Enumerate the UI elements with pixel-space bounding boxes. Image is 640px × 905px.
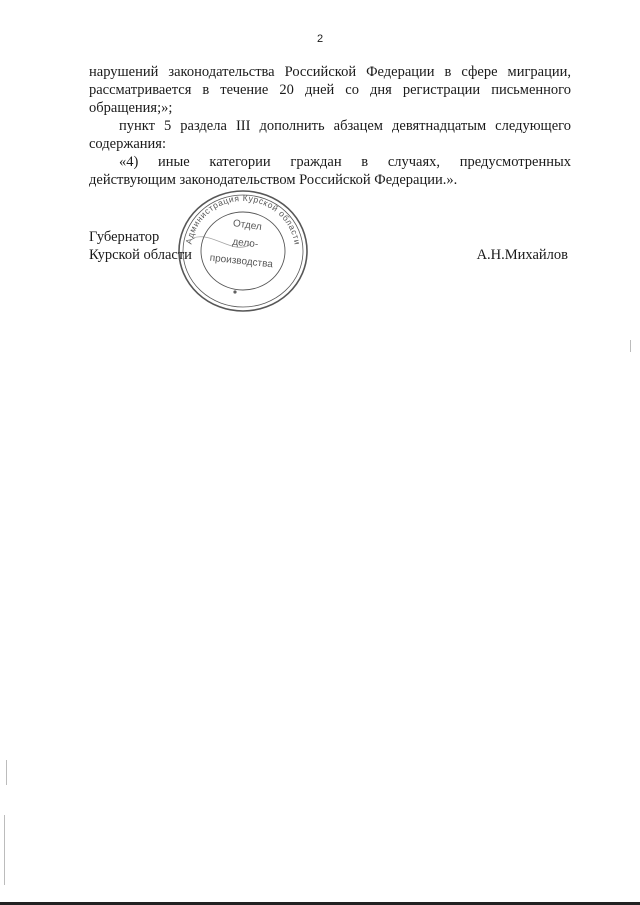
body-line: действующим законодательством Российской Федерации.».: [89, 172, 458, 188]
svg-text:Отдел: Отдел: [232, 218, 263, 233]
page-number: 2: [316, 33, 324, 45]
scan-artifact: [4, 815, 5, 885]
signatory-title-line: Губернатор: [89, 229, 160, 245]
official-seal-stamp: [173, 186, 313, 316]
body-line: «4) иные категории граждан в случаях, предусмотренных: [119, 154, 571, 170]
body-line: содержания:: [89, 136, 167, 152]
body-line: нарушений законодательства Российской Федерации в сфере миграции,: [89, 64, 571, 80]
svg-text:дело-: дело-: [231, 236, 259, 251]
svg-text:Администрация Курской области: Администрация Курской области: [183, 192, 303, 246]
document-body: [89, 63, 571, 189]
body-line: рассматривается в течение 20 дней со дня регистрации письменного: [89, 82, 571, 98]
signatory-title-line: Курской области: [89, 247, 192, 263]
signatory-name: А.Н.Михайлов: [476, 247, 568, 263]
body-line: пункт 5 раздела III дополнить абзацем девятнадцатым следующего: [119, 118, 571, 134]
svg-text:производства: производства: [209, 252, 274, 271]
scan-artifact: [630, 340, 631, 352]
body-line: обращения;»;: [89, 100, 173, 116]
scan-artifact: [6, 760, 7, 785]
